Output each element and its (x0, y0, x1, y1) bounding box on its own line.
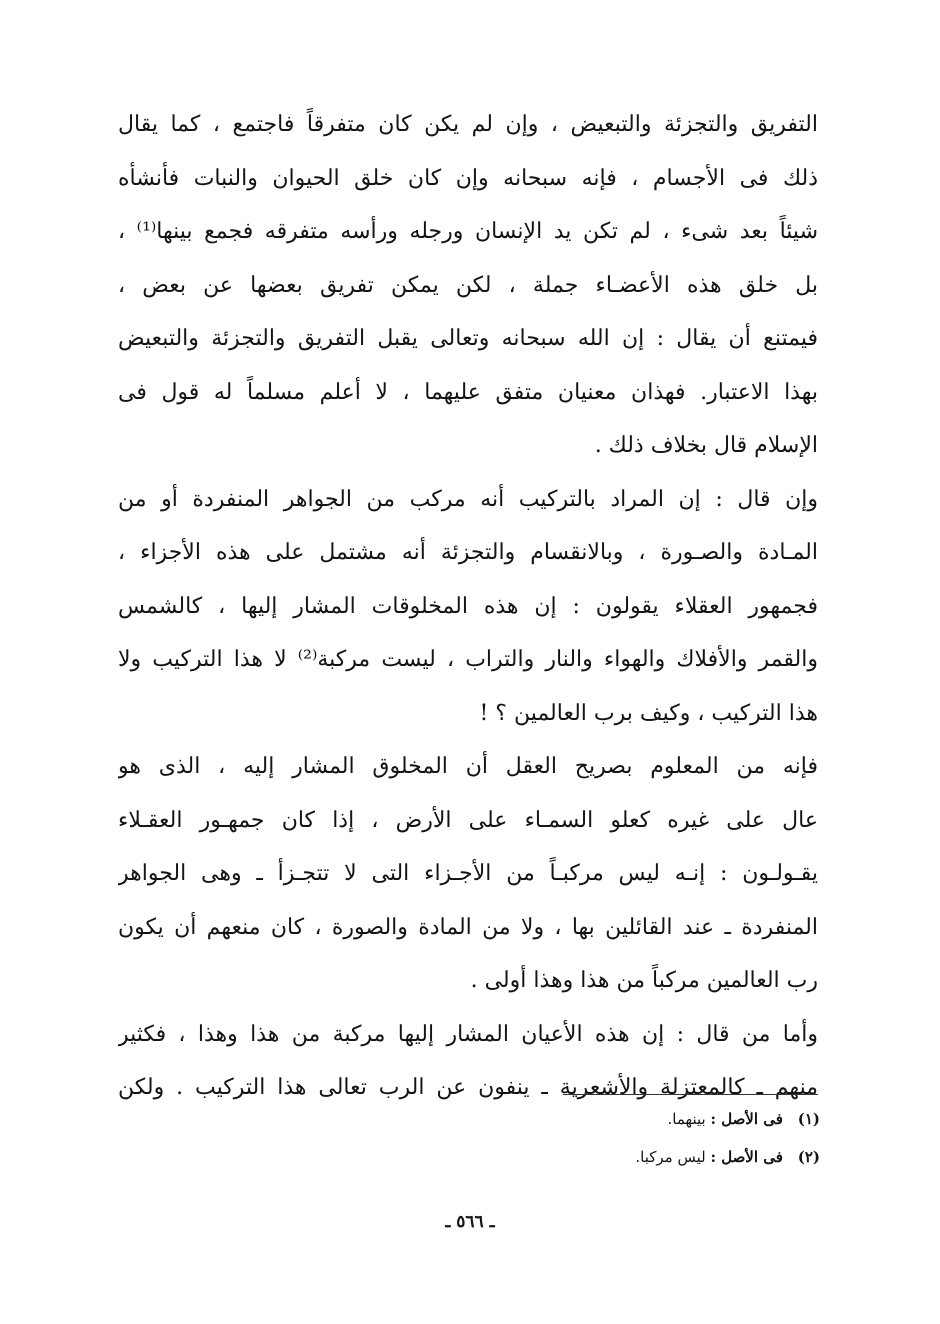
text-line: فيمتنع أن يقال : إن الله سبحانه وتعالى يقبل التفريق والتجزئة والتبعيض (118, 326, 818, 351)
text-line: فجمهور العقلاء يقولون : إن هذه المخلوقات المشار إليها ، كالشمس (118, 593, 818, 619)
text-line: فإنه من المعلوم بصريح العقل أن المخلوق المشار إليه ، الذى هو (118, 754, 818, 779)
text-line: عال على غيره كعلو السمـاء على الأرض ، إذا كان جمهـور العقـلاء (118, 807, 818, 833)
footnote-label: فى الأصل : (710, 1110, 783, 1128)
footnote-text: بينهما. (667, 1110, 706, 1128)
text-line: منهم ـ كالمعتزلة والأشعرية ـ ينفون عن الرب تعالى هذا التركيب . ولكن (118, 1075, 818, 1100)
text-line: الإسلام قال بخلاف ذلك . (594, 433, 818, 458)
footnote-number: (٢) (797, 1148, 820, 1166)
text-line: وأما من قال : إن هذه الأعيان المشار إليها مركبة من هذا وهذا ، فكثير (118, 1021, 818, 1047)
page-number: ـ ٥٦٦ ـ (445, 1212, 495, 1232)
footnote-2 (440, 1138, 820, 1176)
text-line: المنفردة ـ عند القائلين بها ، ولا من المادة والصورة ، كان منعهم أن يكون (118, 914, 818, 940)
text-line: بهذا الاعتبار. فهذان معنيان متفق عليهما ، لا أعلم مسلماً له قول فى (118, 379, 818, 405)
footnotes (440, 1100, 820, 1176)
text-line: والقمر والأفلاك والهواء والنار والتراب ، ليست مركبة⁽²⁾ لا هذا التركيب ولا (118, 647, 818, 672)
text-line: رب العالمين مركباً من هذا وهذا أولى . (470, 968, 818, 993)
footnote-number: (١) (797, 1110, 820, 1128)
text-line: شيئاً بعد شىء ، لم تكن يد الإنسان ورجله ورأسه متفرقه فجمع بينها⁽¹⁾ ، (118, 219, 818, 244)
footnote-1 (440, 1100, 820, 1138)
text-line: المـادة والصـورة ، وبالانقسام والتجزئة أنه مشتمل على هذه الأجزاء ، (118, 540, 818, 565)
text-line: التفريق والتجزئة والتبعيض ، وإن لم يكن كان متفرقاً فاجتمع ، كما يقال (118, 112, 818, 137)
footnote-text: ليس مركبا. (635, 1148, 706, 1166)
text-line: وإن قال : إن المراد بالتركيب أنه مركب من الجواهر المنفردة أو من (118, 486, 818, 512)
text-line: ذلك فى الأجسام ، فإنه سبحانه وإن كان خلق الحيوان والنبات فأنشأه (118, 165, 818, 191)
body-text (118, 98, 818, 1115)
text-line: يقـولـون : إنـه ليس مركبـاً من الأجـزاء التى لا تتجـزأ ـ وهى الجواهر (118, 861, 818, 886)
footnote-label: فى الأصل : (710, 1148, 783, 1166)
text-line: هذا التركيب ، وكيف برب العالمين ؟ ! (479, 700, 818, 726)
text-line: بل خلق هذه الأعضـاء جملة ، لكن يمكن تفريق بعضها عن بعض ، (118, 272, 818, 298)
